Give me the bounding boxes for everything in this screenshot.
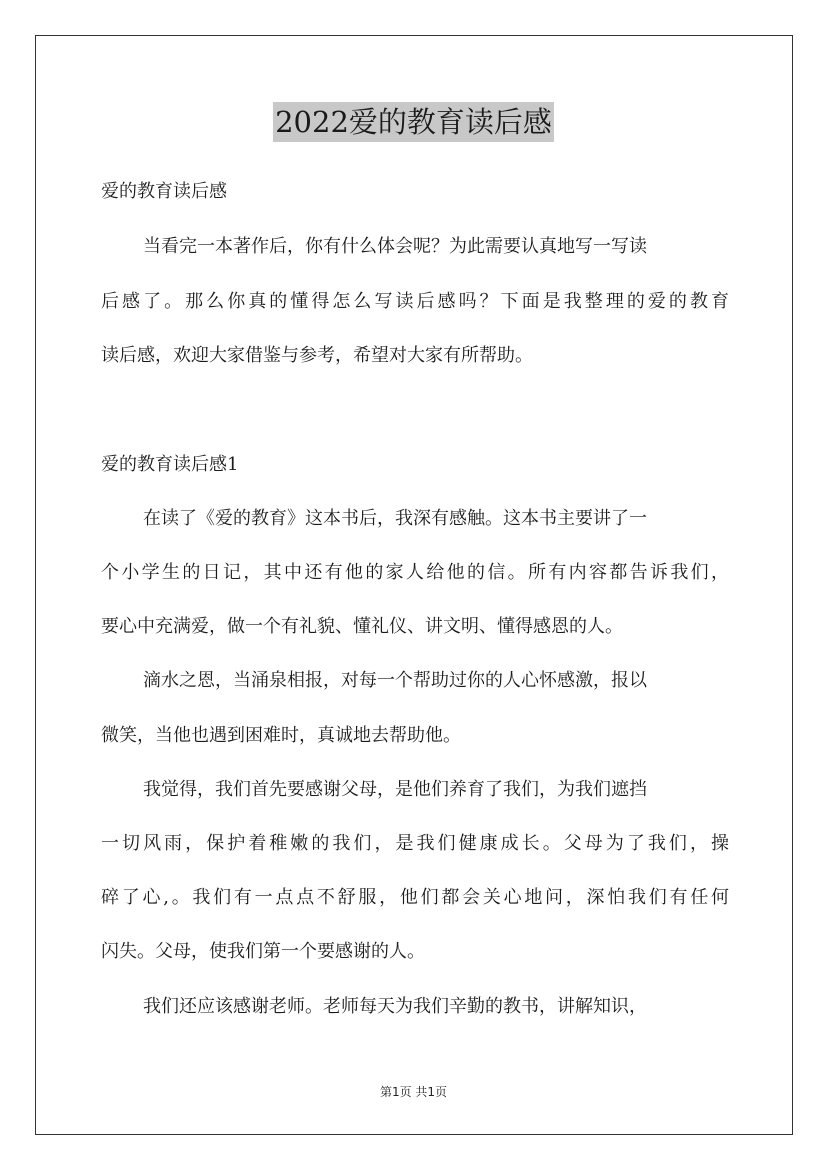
body-line-5: 微笑，当他也遇到困难时，真诚地去帮助他。 [101, 725, 461, 746]
intro-line-3: 读后感，欢迎大家借鉴与参考，希望对大家有所帮助。 [101, 345, 533, 366]
body-line-2: 个小学生的日记，其中还有他的家人给他的信。所有内容都告诉我们， [101, 562, 729, 583]
body-line-8: 碎了心,。我们有一点点不舒服，他们都会关心地问，深怕我们有任何 [101, 887, 729, 908]
subtitle: 爱的教育读后感 [101, 181, 227, 202]
body-line-7: 一切风雨，保护着稚嫩的我们，是我们健康成长。父母为了我们，操 [101, 833, 729, 854]
intro-line-2: 后感了。那么你真的懂得怎么写读后感吗？下面是我整理的爱的教育 [101, 291, 729, 312]
body-line-3: 要心中充满爱，做一个有礼貌、懂礼仪、讲文明、懂得感恩的人。 [101, 616, 623, 637]
intro-line-1: 当看完一本著作后，你有什么体会呢？为此需要认真地写一写读 [143, 236, 647, 257]
body-line-4: 滴水之恩，当涌泉相报，对每一个帮助过你的人心怀感激，报以 [143, 670, 647, 691]
body-line-10: 我们还应该感谢老师。老师每天为我们辛勤的教书，讲解知识， [143, 996, 647, 1017]
document-title: 2022爱的教育读后感 [273, 102, 554, 142]
body-line-9: 闪失。父母，使我们第一个要感谢的人。 [101, 941, 425, 962]
body-line-6: 我觉得，我们首先要感谢父母，是他们养育了我们，为我们遮挡 [143, 779, 647, 800]
body-line-1: 在读了《爱的教育》这本书后，我深有感触。这本书主要讲了一 [143, 508, 647, 529]
title-container [0, 102, 827, 142]
page-footer: 第1页 共1页 [379, 1085, 448, 1099]
section-heading: 爱的教育读后感1 [101, 454, 239, 475]
